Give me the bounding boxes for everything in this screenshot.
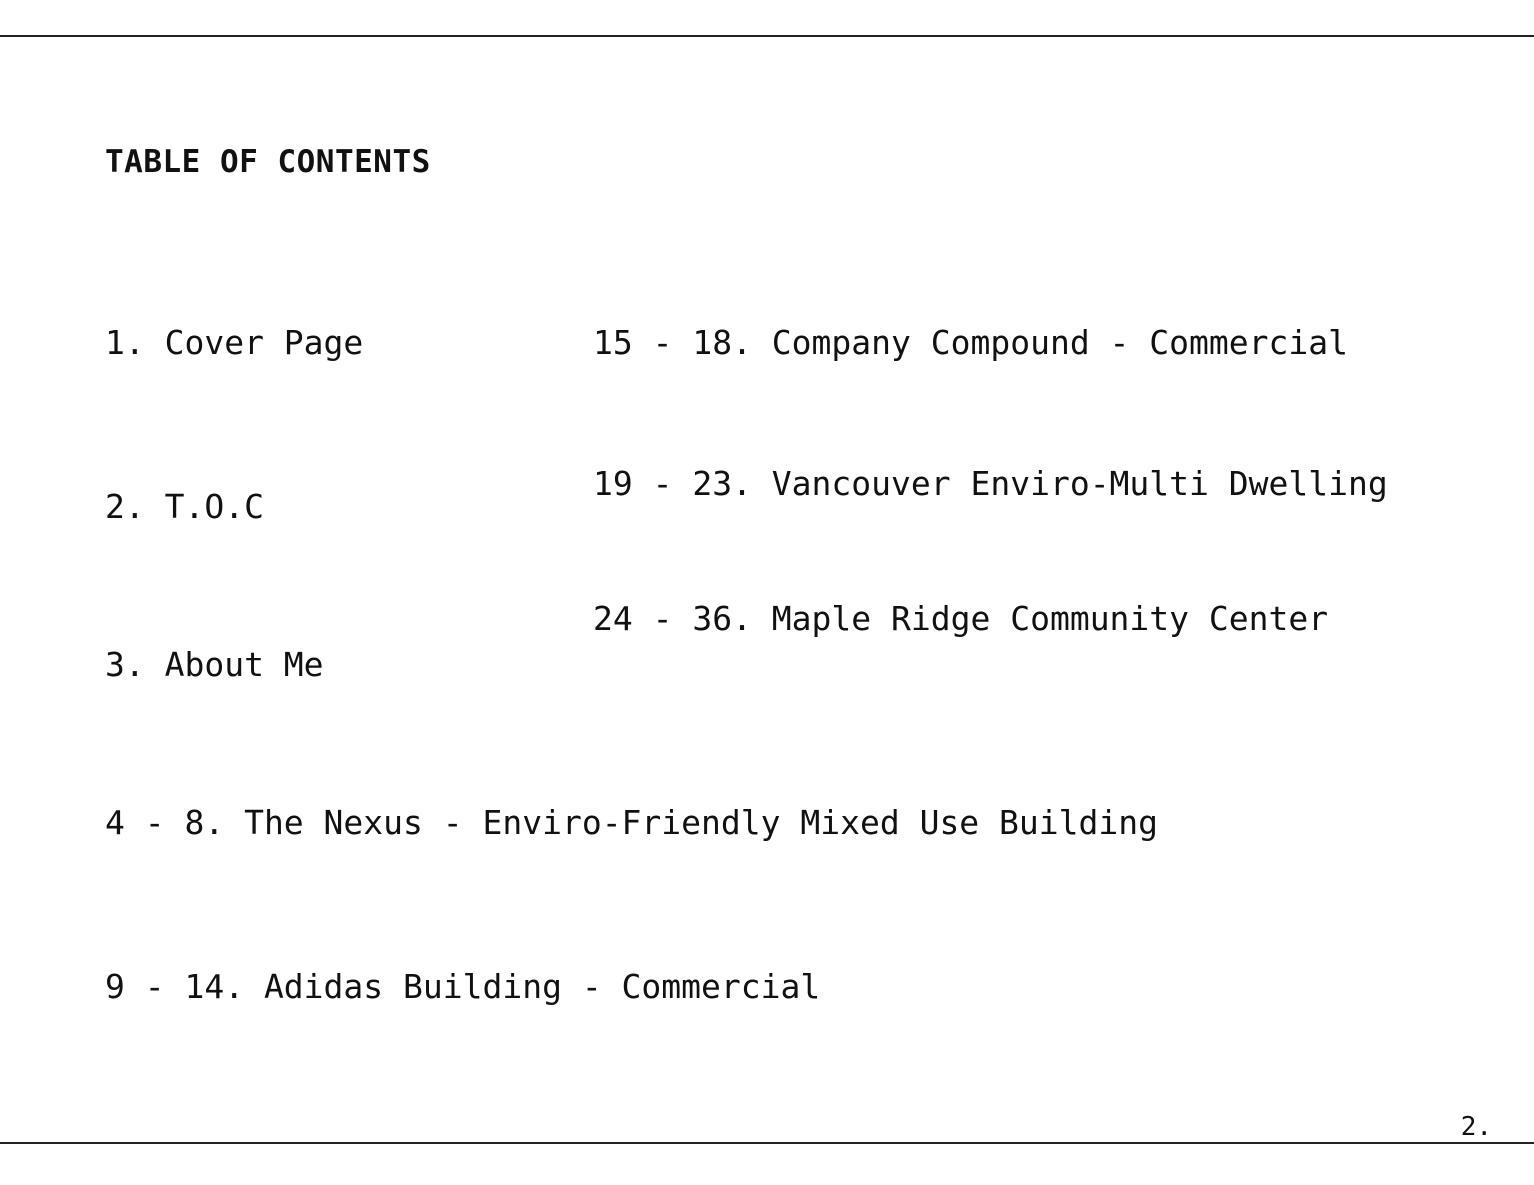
page-number: 2. xyxy=(1460,1112,1492,1142)
toc-entry-the-nexus: 4 - 8. The Nexus - Enviro-Friendly Mixed Use Building xyxy=(105,803,1158,842)
toc-entry-maple-ridge: 24 - 36. Maple Ridge Community Center xyxy=(593,599,1329,638)
bottom-divider xyxy=(0,1142,1534,1144)
toc-entry-vancouver-enviro: 19 - 23. Vancouver Enviro-Multi Dwelling xyxy=(593,464,1388,503)
toc-entry-company-compound: 15 - 18. Company Compound - Commercial xyxy=(593,323,1348,362)
toc-entry-about-me: 3. About Me xyxy=(105,645,324,684)
top-divider xyxy=(0,35,1534,37)
toc-entry-adidas-building: 9 - 14. Adidas Building - Commercial xyxy=(105,967,821,1006)
toc-entry-cover-page: 1. Cover Page xyxy=(105,323,364,362)
page-title: TABLE OF CONTENTS xyxy=(105,144,431,180)
toc-entry-toc: 2. T.O.C xyxy=(105,487,264,526)
